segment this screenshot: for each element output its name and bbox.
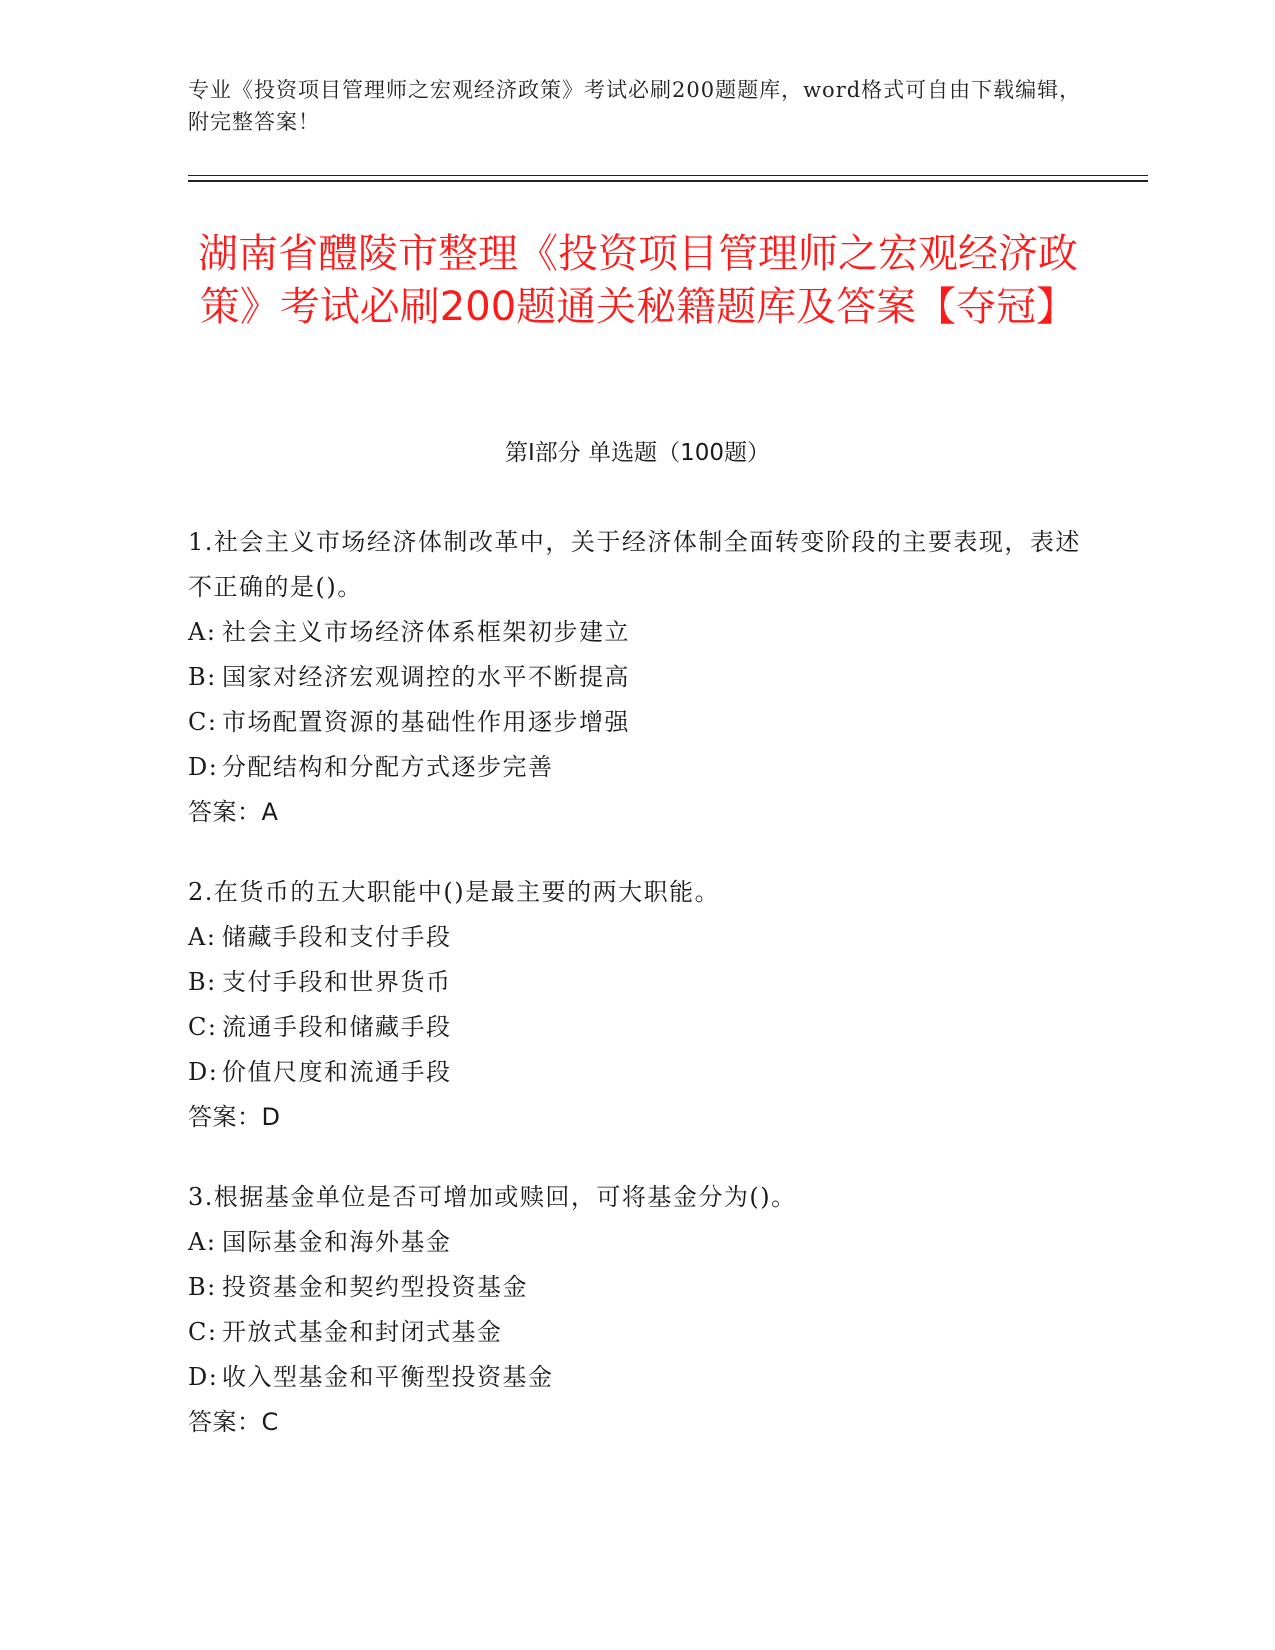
question-stem: 1.社会主义市场经济体制改革中，关于经济体制全面转变阶段的主要表现，表述不正确的是()。 [188, 528, 1081, 601]
option-letter: A: [188, 618, 217, 646]
option-letter: A: [188, 1228, 217, 1256]
question-stem: 2.在货币的五大职能中()是最主要的两大职能。 [188, 878, 721, 906]
option-text: 收入型基金和平衡型投资基金 [222, 1363, 554, 1391]
answer-line: 答案：C [188, 1408, 279, 1436]
option-letter: A: [188, 923, 217, 951]
option-text: 国家对经济宏观调控的水平不断提高 [222, 663, 630, 691]
option-letter: B: [188, 1273, 217, 1301]
option-d [188, 745, 1088, 790]
option-a [188, 610, 1088, 655]
option-b [188, 655, 1088, 700]
option-c [188, 1310, 1088, 1355]
option-text: 价值尺度和流通手段 [222, 1058, 452, 1086]
option-c [188, 1005, 1088, 1050]
answer-line: 答案：D [188, 1103, 281, 1131]
option-letter: D: [188, 1363, 219, 1391]
option-c [188, 700, 1088, 745]
question-2 [188, 870, 1088, 1140]
option-letter: D: [188, 753, 219, 781]
option-text: 支付手段和世界货币 [222, 968, 452, 996]
option-letter: C: [188, 1013, 218, 1041]
option-d [188, 1355, 1088, 1400]
option-letter: B: [188, 968, 217, 996]
option-text: 分配结构和分配方式逐步完善 [222, 753, 554, 781]
header-note: 专业《投资项目管理师之宏观经济政策》考试必刷200题题库，word格式可自由下载编辑，附完整答案！ [188, 78, 1082, 134]
option-text: 国际基金和海外基金 [222, 1228, 452, 1256]
document-title: 湖南省醴陵市整理《投资项目管理师之宏观经济政策》考试必刷200题通关秘籍题库及答案【夺冠】 [198, 231, 1078, 330]
option-text: 投资基金和契约型投资基金 [222, 1273, 528, 1301]
option-text: 市场配置资源的基础性作用逐步增强 [222, 708, 630, 736]
question-1 [188, 520, 1088, 835]
option-b [188, 1265, 1088, 1310]
option-text: 流通手段和储藏手段 [222, 1013, 452, 1041]
option-d [188, 1050, 1088, 1095]
option-letter: C: [188, 1318, 218, 1346]
option-letter: D: [188, 1058, 219, 1086]
section-heading: 第I部分 单选题（100题） [505, 440, 770, 466]
question-3 [188, 1175, 1088, 1445]
question-stem: 3.根据基金单位是否可增加或赎回，可将基金分为()。 [188, 1183, 797, 1211]
answer-line: 答案：A [188, 798, 279, 826]
header-rule-thin [188, 175, 1148, 176]
option-a [188, 1220, 1088, 1265]
option-a [188, 915, 1088, 960]
option-text: 储藏手段和支付手段 [222, 923, 452, 951]
option-b [188, 960, 1088, 1005]
header-rule-thick [188, 180, 1148, 182]
option-letter: C: [188, 708, 218, 736]
option-letter: B: [188, 663, 217, 691]
option-text: 社会主义市场经济体系框架初步建立 [222, 618, 630, 646]
option-text: 开放式基金和封闭式基金 [222, 1318, 503, 1346]
